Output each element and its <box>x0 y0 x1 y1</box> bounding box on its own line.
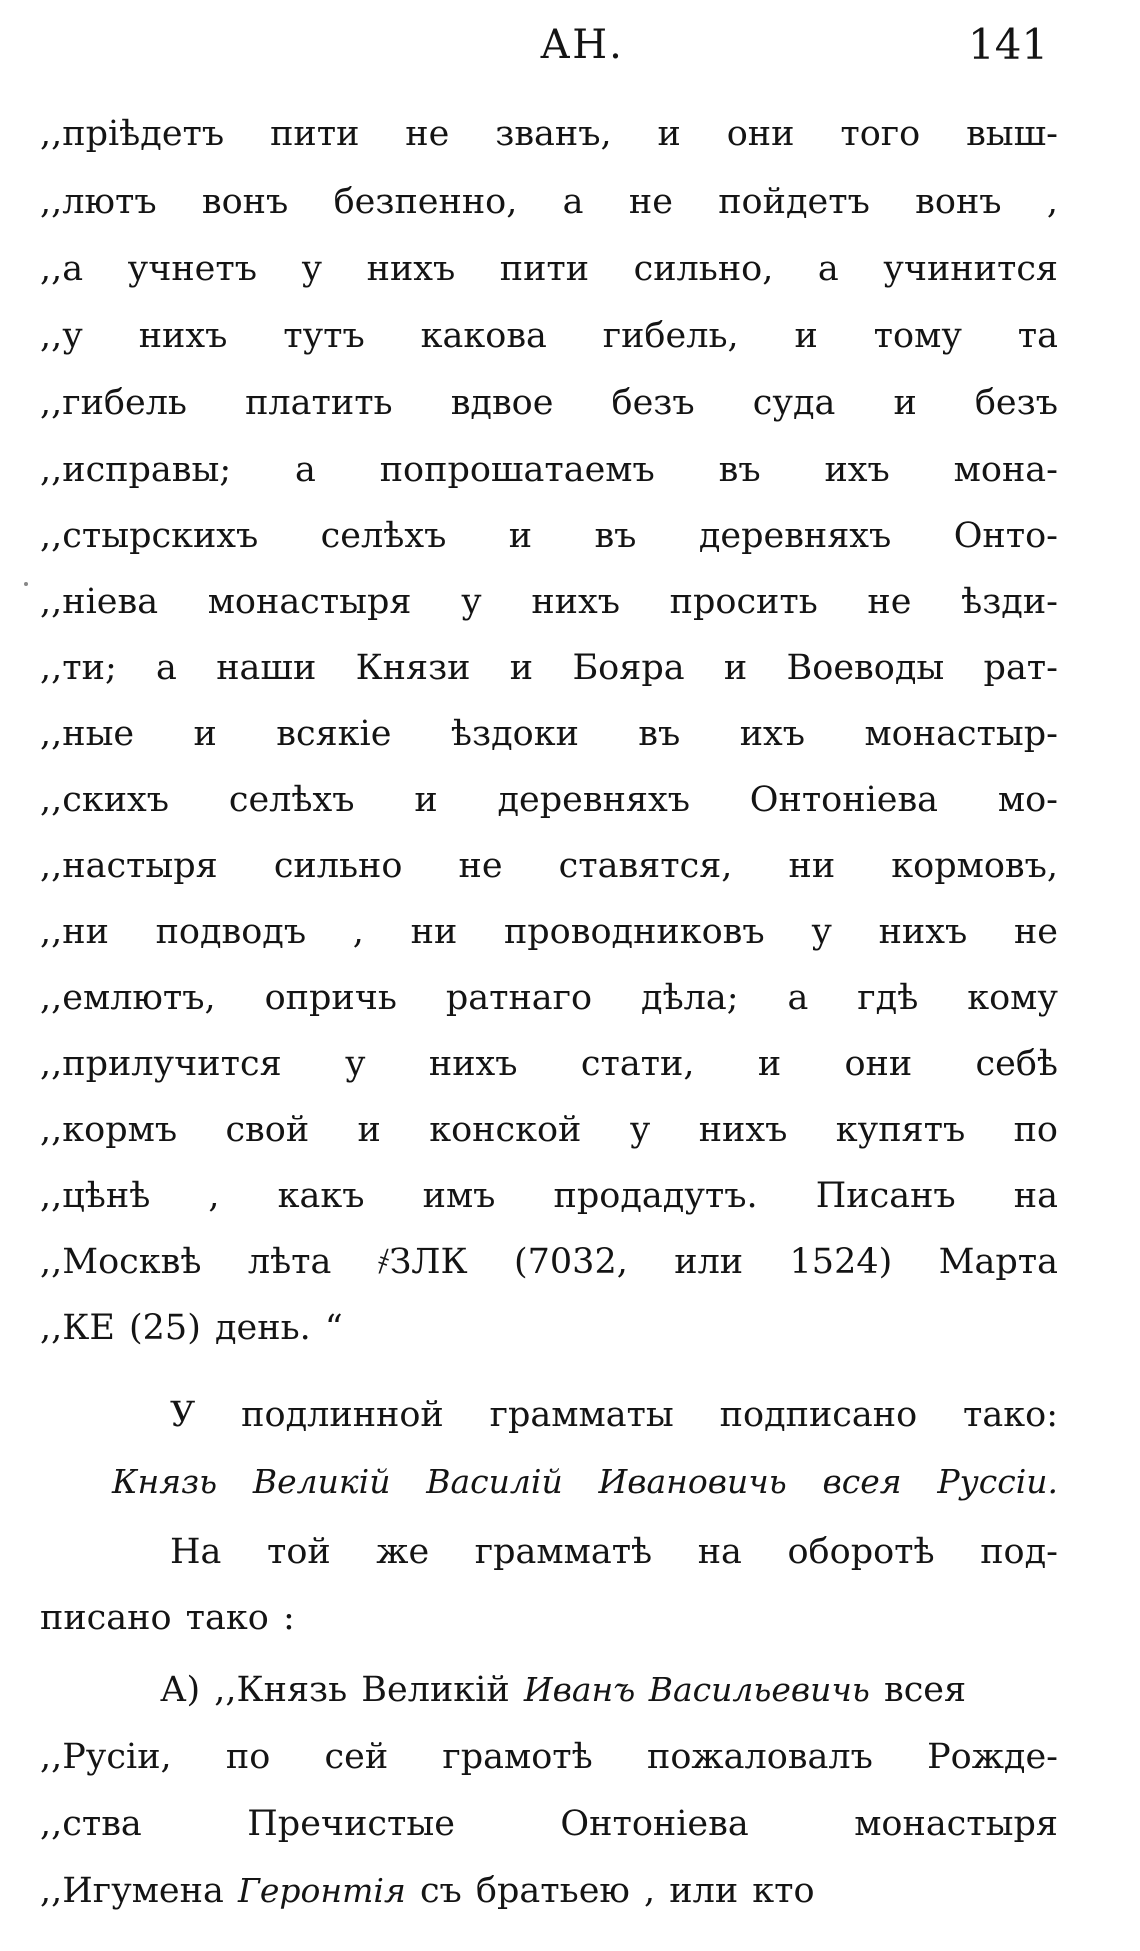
text-line-12: ,,настыря сильно не ставятся, ни кормовъ, <box>40 846 1058 886</box>
text-line-2: ,,лютъ вонъ безпенно, а не пойдетъ вонъ , <box>40 182 1058 222</box>
text-line-7: ,,стырскихъ селѣхъ и въ деревняхъ Онто- <box>40 516 1058 556</box>
text-line-10: ,,ные и всякіе ѣздоки въ ихъ монастыр- <box>40 714 1058 754</box>
page-number: 141 <box>968 20 1049 69</box>
text-line-18: ,,Москвѣ лѣта ҂ЗЛК (7032, или 1524) Марта <box>40 1242 1058 1282</box>
text-line-9: ,,ти; а наши Князи и Бояра и Воеводы рат- <box>40 648 1058 688</box>
verso-line-1-suffix: всея <box>884 1670 967 1710</box>
text-line-11: ,,скихъ селѣхъ и деревняхъ Онтоніева мо- <box>40 780 1058 820</box>
text-line-16: ,,кормъ свой и конской у нихъ купятъ по <box>40 1110 1058 1150</box>
text-line-3: ,,а учнетъ у нихъ пити сильно, а учинится <box>40 249 1058 289</box>
verso-intro-line-2: писано тако : <box>40 1598 295 1638</box>
text-line-15: ,,прилучится у нихъ стати, и они себѣ <box>40 1044 1058 1084</box>
text-line-6: ,,исправы; а попрошатаемъ въ ихъ мона- <box>40 450 1058 490</box>
signature-intro: У подлинной граммaты подписано тако: <box>170 1395 1058 1435</box>
print-speck <box>24 582 28 586</box>
verso-line-4 <box>40 1869 815 1913</box>
verso-line-3: ,,ства Пречистые Онтоніева монастыря <box>40 1804 1058 1844</box>
text-line-1: ,,пріѣдетъ пити не званъ, и они того выш- <box>40 114 1058 154</box>
text-line-14: ,,емлютъ, опричь ратнаго дѣла; а гдѣ кому <box>40 978 1058 1018</box>
text-line-17: ,,цѣнѣ , какъ имъ продадутъ. Писанъ на <box>40 1176 1058 1216</box>
verso-line-1-italic: Иванъ Васильевичь <box>523 1670 870 1709</box>
text-line-5: ,,гибель платить вдвое безъ суда и безъ <box>40 383 1058 423</box>
verso-line-1 <box>160 1668 966 1712</box>
verso-line-4-suffix: съ братьею , или кто <box>419 1871 815 1911</box>
verso-line-1-prefix: А) ,,Князь Великій <box>160 1670 510 1710</box>
verso-line-4-prefix: ,,Игумена <box>40 1871 224 1911</box>
signature-line: Князь Великій Василій Ивановичь всея Руссіи. <box>112 1462 1058 1501</box>
text-line-19: ,,КЕ (25) день. “ <box>40 1308 343 1348</box>
text-line-8: ,,ніева монастыря у нихъ просить не ѣзди- <box>40 582 1058 622</box>
text-line-4: ,,у нихъ тутъ какова гибель, и тому та <box>40 316 1058 356</box>
verso-intro-line-1: На той же граммaтѣ на оборотѣ под- <box>170 1532 1058 1572</box>
verso-line-2: ,,Русіи, по сей грамотѣ пожаловалъ Рожде- <box>40 1737 1058 1777</box>
text-line-13: ,,ни подводъ , ни проводниковъ у нихъ не <box>40 912 1058 952</box>
running-head: АН. <box>540 22 624 68</box>
verso-line-4-italic: Геронтія <box>237 1871 406 1910</box>
